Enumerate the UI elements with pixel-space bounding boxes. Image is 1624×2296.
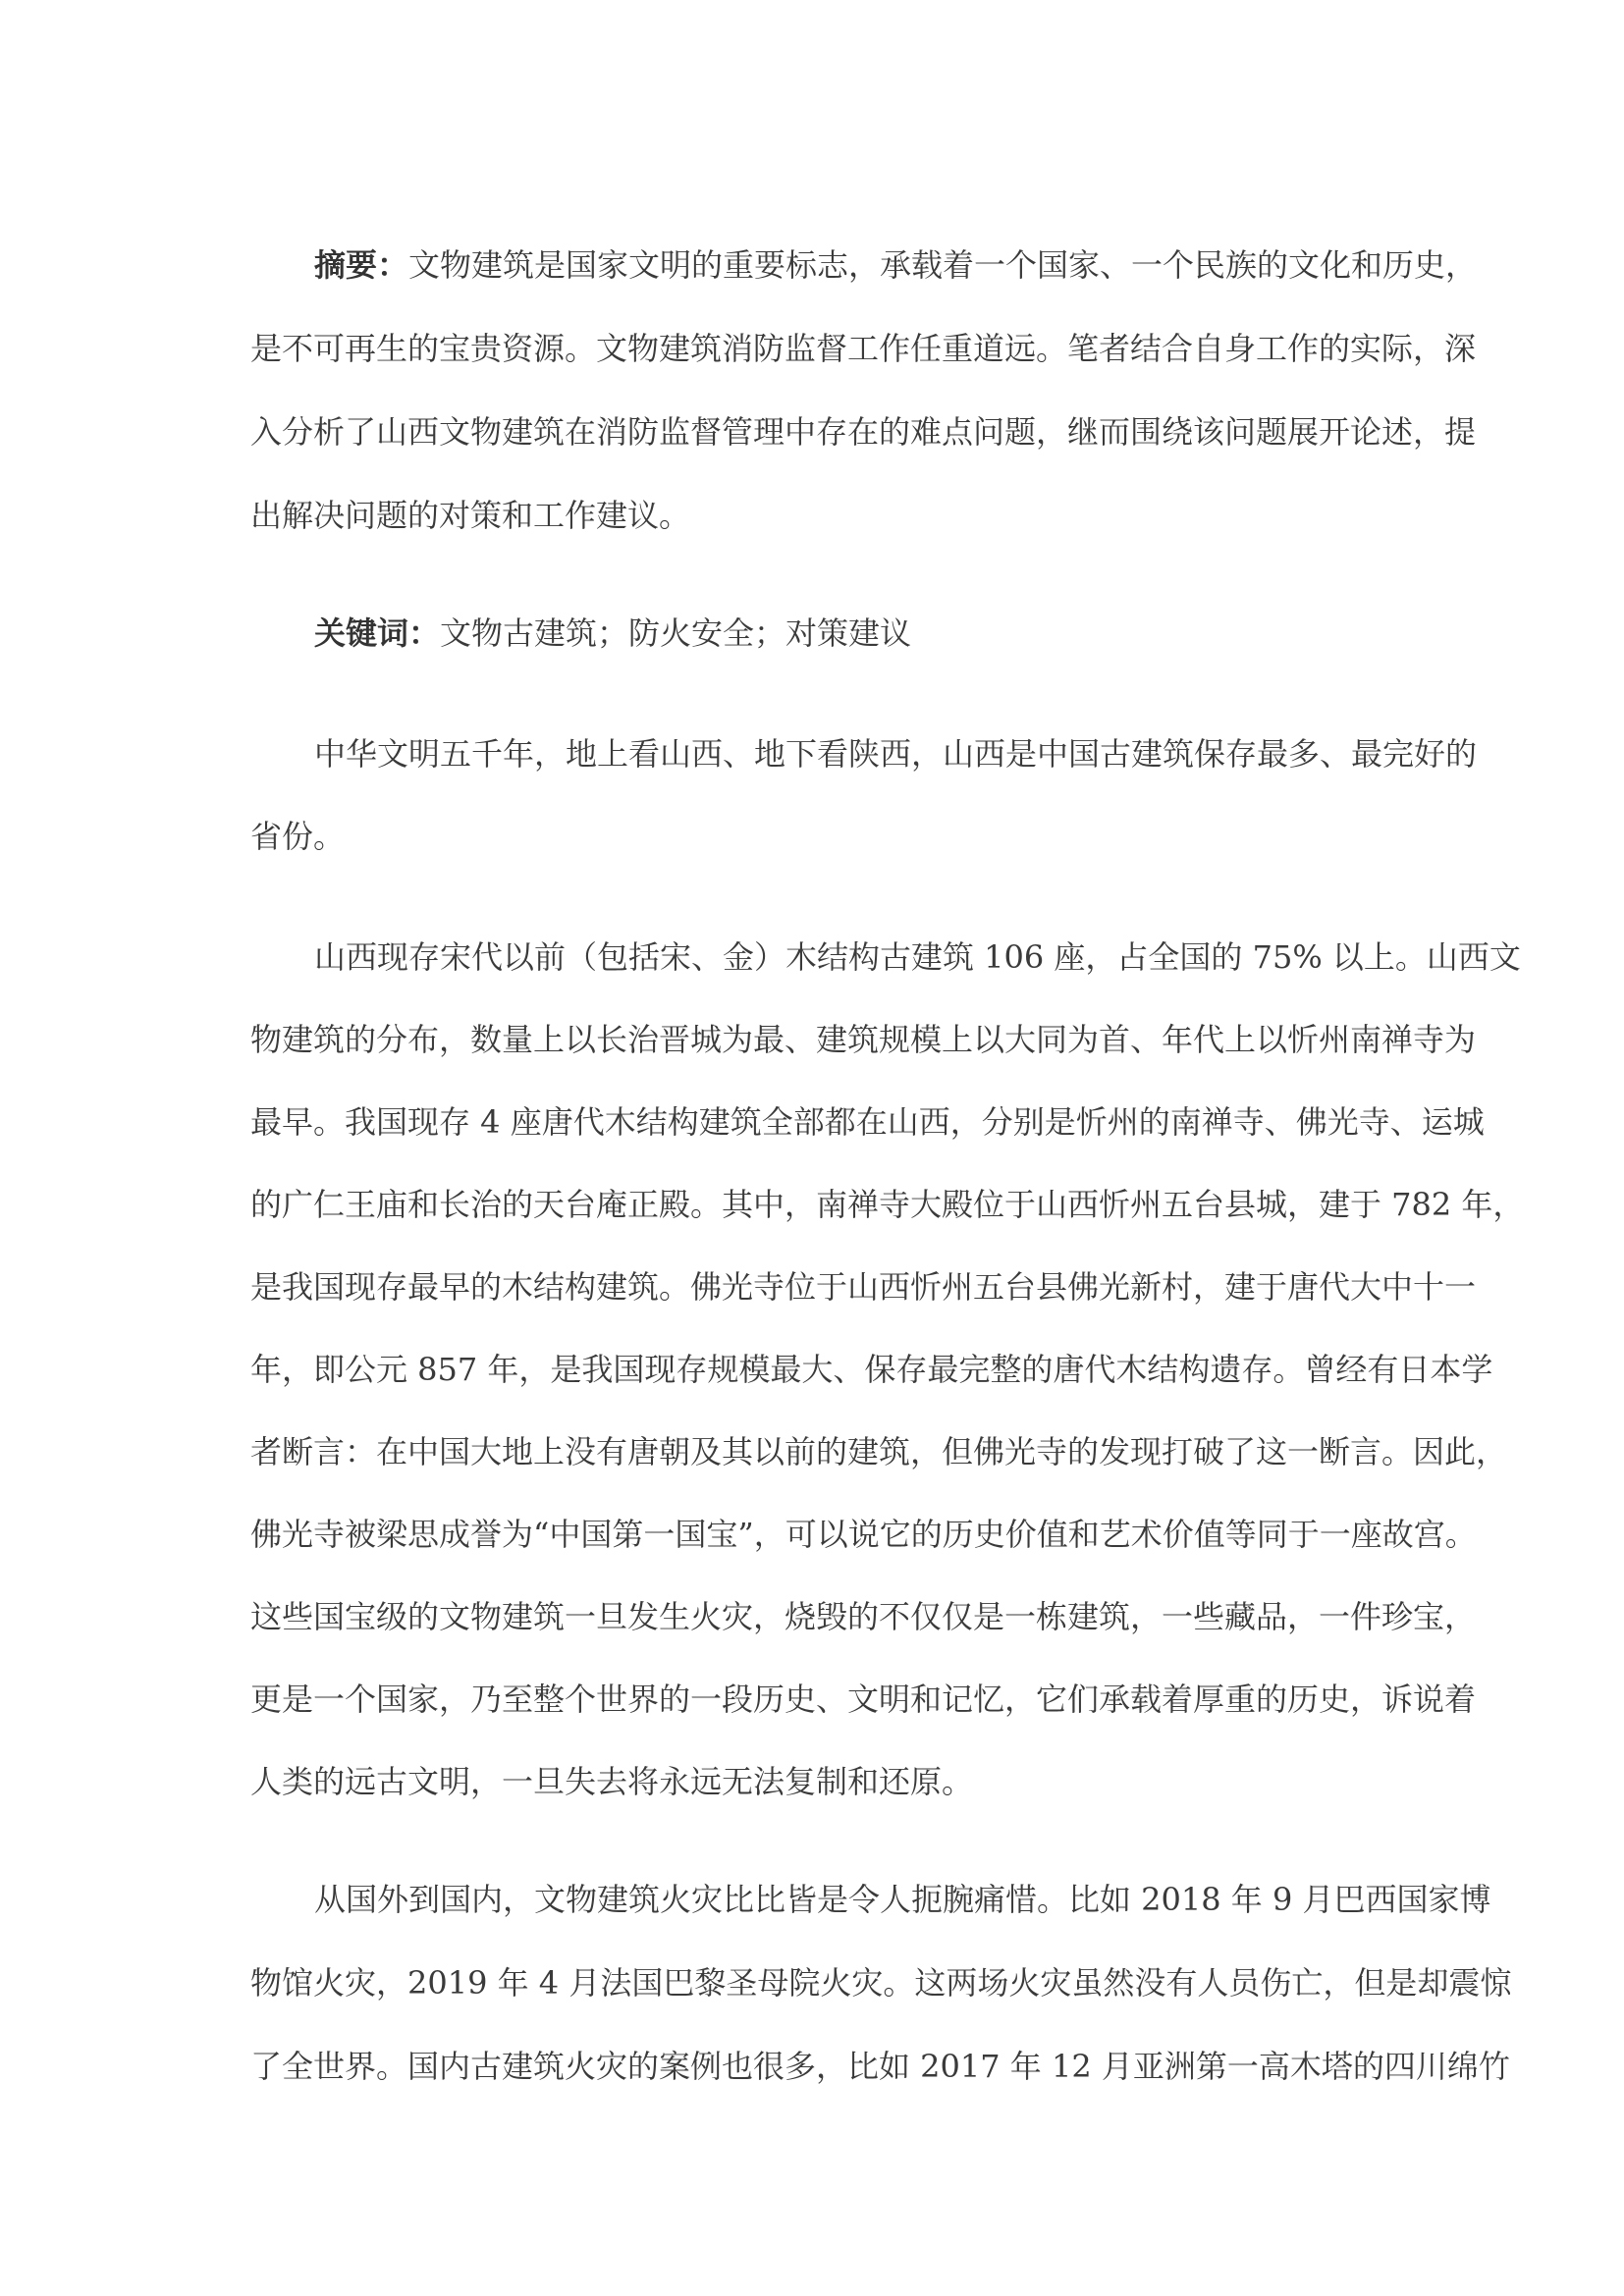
abstract-label: 摘要： [314, 246, 409, 284]
abstract-line [314, 244, 1478, 286]
paragraph-line: 更是一个国家，乃至整个世界的一段历史、文明和记忆，它们承载着厚重的历史，诉说着 [250, 1681, 1477, 1718]
abstract-text: 文物建筑是国家文明的重要标志，承载着一个国家、一个民族的文化和历史， [408, 246, 1478, 284]
keywords-text: 文物古建筑；防火安全；对策建议 [440, 614, 912, 652]
paragraph-line: 物馆火灾，2019 年 4 月法国巴黎圣母院火灾。这两场火灾虽然没有人员伤亡，但是却震惊 [250, 1964, 1512, 2002]
keywords-line [314, 613, 1389, 654]
paragraph-line: 者断言：在中国大地上没有唐朝及其以前的建筑，但佛光寺的发现打破了这一断言。因此， [250, 1433, 1508, 1470]
paragraph-line: 中华文明五千年，地上看山西、地下看陕西，山西是中国古建筑保存最多、最完好的 [314, 735, 1478, 773]
paragraph-line: 省份。 [250, 818, 346, 855]
paragraph-line: 山西现存宋代以前（包括宋、金）木结构古建筑 106 座，占全国的 75% 以上。山西文 [314, 938, 1521, 976]
paragraph-line: 年，即公元 857 年，是我国现存规模最大、保存最完整的唐代木结构遗存。曾经有日本学 [250, 1351, 1493, 1388]
paragraph-line: 是我国现存最早的木结构建筑。佛光寺位于山西忻州五台县佛光新村，建于唐代大中十一 [250, 1268, 1477, 1306]
paragraph-line: 的广仁王庙和长治的天台庵正殿。其中，南禅寺大殿位于山西忻州五台县城，建于 782 年， [250, 1186, 1525, 1223]
paragraph-line: 了全世界。国内古建筑火灾的案例也很多，比如 2017 年 12 月亚洲第一高木塔的四川绵竹 [250, 2048, 1510, 2085]
paragraph-line: 这些国宝级的文物建筑一旦发生火灾，烧毁的不仅仅是一栋建筑，一些藏品，一件珍宝， [250, 1598, 1477, 1635]
paragraph-line: 人类的远古文明，一旦失去将永远无法复制和还原。 [250, 1763, 974, 1800]
paragraph-line: 物建筑的分布，数量上以长治晋城为最、建筑规模上以大同为首、年代上以忻州南禅寺为 [250, 1021, 1477, 1058]
paragraph-line: 最早。我国现存 4 座唐代木结构建筑全部都在山西，分别是忻州的南禅寺、佛光寺、运城 [250, 1103, 1485, 1141]
abstract-line: 出解决问题的对策和工作建议。 [250, 497, 691, 534]
paragraph-line: 从国外到国内，文物建筑火灾比比皆是令人扼腕痛惜。比如 2018 年 9 月巴西国家博 [314, 1881, 1491, 1918]
abstract-line: 是不可再生的宝贵资源。文物建筑消防监督工作任重道远。笔者结合自身工作的实际，深 [250, 330, 1477, 367]
paragraph-line: 佛光寺被梁思成誉为“中国第一国宝”，可以说它的历史价值和艺术价值等同于一座故宫。 [250, 1516, 1477, 1553]
keywords-label: 关键词： [314, 614, 441, 652]
abstract-line: 入分析了山西文物建筑在消防监督管理中存在的难点问题，继而围绕该问题展开论述，提 [250, 413, 1477, 451]
